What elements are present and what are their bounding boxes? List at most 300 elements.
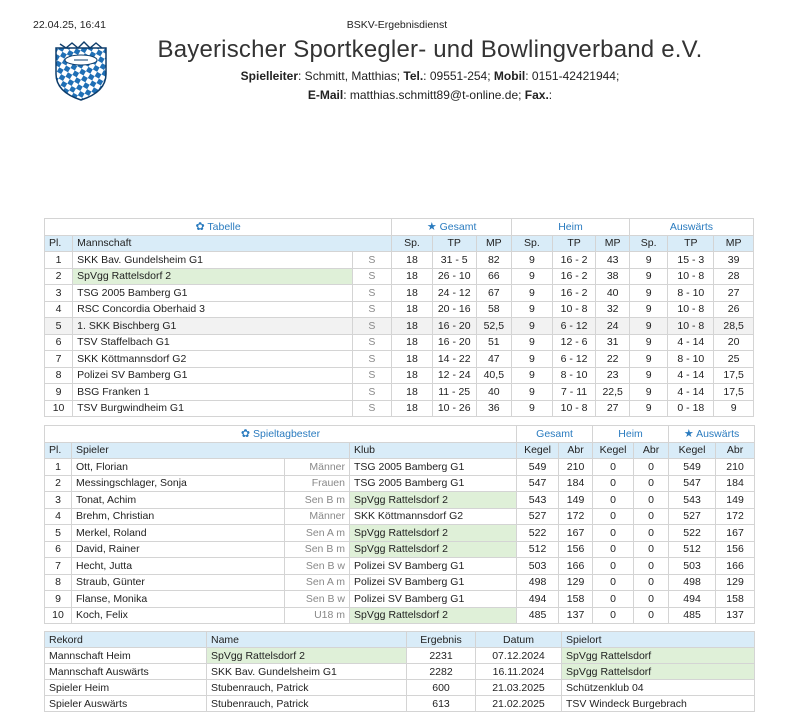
group-players-auswaerts[interactable] [669, 426, 755, 443]
player-away-kegel: 522 [669, 525, 716, 542]
record-type: Mannschaft Auswärts [45, 664, 207, 680]
standings-away-mp: 28 [714, 268, 754, 285]
col-heim-abr: Abr [634, 442, 669, 459]
standings-tp: 14 - 22 [432, 351, 476, 368]
fax-label: Fax. [524, 88, 549, 102]
standings-row [45, 384, 754, 401]
standings-home-mp: 23 [596, 367, 629, 384]
standings-row [45, 252, 754, 269]
player-home-kegel: 0 [593, 591, 634, 608]
standings-home-mp: 22,5 [596, 384, 629, 401]
player-row [45, 607, 755, 624]
standings-tp: 11 - 25 [432, 384, 476, 401]
tel-label: Tel. [403, 69, 424, 83]
player-name[interactable]: Ott, Florian [72, 459, 285, 476]
player-home-abr: 0 [634, 574, 669, 591]
player-away-abr: 210 [716, 459, 755, 476]
player-row [45, 459, 755, 476]
standings-sp: 18 [392, 252, 433, 269]
group-tabelle-label: Tabelle [207, 221, 241, 234]
player-kegel: 498 [517, 574, 559, 591]
col-spieler: Spieler [72, 442, 350, 459]
player-row [45, 508, 755, 525]
standings-row [45, 400, 754, 417]
standings-sp: 18 [392, 367, 433, 384]
standings-row [45, 268, 754, 285]
standings-place: 10 [45, 400, 73, 417]
player-club[interactable]: SKK Köttmannsdorf G2 [350, 508, 517, 525]
player-club[interactable]: Polizei SV Bamberg G1 [350, 591, 517, 608]
standings-status: S [352, 351, 392, 368]
record-row [45, 696, 755, 712]
col-pl: Pl. [45, 235, 73, 252]
standings-home-mp: 22 [596, 351, 629, 368]
record-date: 21.02.2025 [476, 696, 562, 712]
player-home-kegel: 0 [593, 525, 634, 542]
player-away-kegel: 549 [669, 459, 716, 476]
player-home-kegel: 0 [593, 607, 634, 624]
group-tabelle[interactable] [45, 219, 392, 236]
player-kegel: 543 [517, 492, 559, 509]
mobil-label: Mobil [493, 69, 526, 83]
player-name[interactable]: Merkel, Roland [72, 525, 285, 542]
col-abr: Abr [559, 442, 593, 459]
standings-team[interactable]: TSV Staffelbach G1 [73, 334, 352, 351]
player-abr: 167 [559, 525, 593, 542]
record-result: 2231 [407, 648, 476, 664]
player-row [45, 525, 755, 542]
standings-away-sp: 9 [629, 301, 668, 318]
standings-home-tp: 16 - 2 [552, 268, 596, 285]
player-away-abr: 137 [716, 607, 755, 624]
standings-home-tp: 7 - 11 [552, 384, 596, 401]
standings-away-tp: 15 - 3 [668, 252, 714, 269]
col-rekord: Rekord [45, 632, 207, 648]
record-date: 16.11.2024 [476, 664, 562, 680]
group-auswaerts-label: Auswärts [669, 220, 714, 233]
standings-away-sp: 9 [629, 400, 668, 417]
standings-away-sp: 9 [629, 252, 668, 269]
standings-home-tp: 16 - 2 [552, 285, 596, 302]
player-name[interactable]: Messingschlager, Sonja [72, 475, 285, 492]
player-class: Sen A m [285, 525, 350, 542]
standings-away-tp: 8 - 10 [668, 285, 714, 302]
group-heim[interactable] [512, 219, 630, 236]
standings-home-mp: 32 [596, 301, 629, 318]
standings-mp: 40,5 [476, 367, 511, 384]
player-class: Frauen [285, 475, 350, 492]
player-place: 3 [45, 492, 72, 509]
standings-sp: 18 [392, 301, 433, 318]
group-heim-label: Heim [558, 220, 583, 233]
standings-group-row [45, 219, 754, 236]
standings-away-tp: 0 - 18 [668, 400, 714, 417]
player-class: Sen B m [285, 492, 350, 509]
player-abr: 166 [559, 558, 593, 575]
record-row [45, 664, 755, 680]
leader-name: : Schmitt, Matthias; [298, 69, 404, 83]
standings-away-mp: 9 [714, 400, 754, 417]
standings-home-tp: 10 - 8 [552, 301, 596, 318]
player-home-abr: 0 [634, 492, 669, 509]
standings-home-sp: 9 [512, 252, 553, 269]
player-row [45, 558, 755, 575]
col-mannschaft: Mannschaft [73, 235, 392, 252]
standings-mp: 36 [476, 400, 511, 417]
player-class: Sen B w [285, 558, 350, 575]
standings-home-sp: 9 [512, 301, 553, 318]
record-type: Spieler Auswärts [45, 696, 207, 712]
star-icon: ★ [683, 428, 694, 441]
standings-team[interactable]: SKK Bav. Gundelsheim G1 [73, 252, 352, 269]
player-home-kegel: 0 [593, 459, 634, 476]
col-spielort: Spielort [562, 632, 755, 648]
player-home-abr: 0 [634, 558, 669, 575]
player-place: 6 [45, 541, 72, 558]
tel-value: : 09551-254; [423, 69, 494, 83]
col-heim-sp: Sp. [512, 235, 553, 252]
standings-away-mp: 20 [714, 334, 754, 351]
standings-away-sp: 9 [629, 318, 668, 335]
standings-away-mp: 25 [714, 351, 754, 368]
standings-away-mp: 28,5 [714, 318, 754, 335]
player-class: Sen B m [285, 541, 350, 558]
standings-mp: 51 [476, 334, 511, 351]
standings-mp: 66 [476, 268, 511, 285]
gear-icon: ✿ [195, 221, 205, 234]
standings-away-mp: 26 [714, 301, 754, 318]
standings-row [45, 285, 754, 302]
record-result: 2282 [407, 664, 476, 680]
best-players-table [44, 425, 755, 624]
player-class: Sen B w [285, 591, 350, 608]
standings-away-sp: 9 [629, 351, 668, 368]
standings-status: S [352, 367, 392, 384]
record-date: 21.03.2025 [476, 680, 562, 696]
group-auswaerts[interactable] [629, 219, 753, 236]
standings-home-sp: 9 [512, 318, 553, 335]
col-sp: Sp. [392, 235, 433, 252]
standings-home-sp: 9 [512, 351, 553, 368]
player-class: U18 m [285, 607, 350, 624]
standings-team[interactable]: 1. SKK Bischberg G1 [73, 318, 352, 335]
player-home-abr: 0 [634, 607, 669, 624]
col-ausw-tp: TP [668, 235, 714, 252]
records-header-row [45, 632, 755, 648]
player-class: Sen A m [285, 574, 350, 591]
player-name[interactable]: Brehm, Christian [72, 508, 285, 525]
player-away-abr: 184 [716, 475, 755, 492]
standings-tp: 31 - 5 [432, 252, 476, 269]
record-type: Spieler Heim [45, 680, 207, 696]
player-home-kegel: 0 [593, 558, 634, 575]
standings-place: 6 [45, 334, 73, 351]
group-spieltagbester[interactable] [45, 426, 517, 443]
player-away-kegel: 503 [669, 558, 716, 575]
player-kegel: 522 [517, 525, 559, 542]
col-heim-mp: MP [596, 235, 629, 252]
standings-away-mp: 27 [714, 285, 754, 302]
bskv-logo-icon [52, 40, 110, 102]
standings-sp: 18 [392, 268, 433, 285]
record-name[interactable]: Stubenrauch, Patrick [207, 680, 407, 696]
player-name[interactable]: Hecht, Jutta [72, 558, 285, 575]
email-value[interactable]: : matthias.schmitt89@t-online.de; [343, 88, 525, 102]
group-players-auswaerts-label: Auswärts [696, 428, 740, 441]
standings-home-tp: 10 - 8 [552, 400, 596, 417]
standings-sp: 18 [392, 351, 433, 368]
group-players-gesamt-label: Gesamt [536, 427, 573, 440]
player-home-abr: 0 [634, 591, 669, 608]
record-name[interactable]: SKK Bav. Gundelsheim G1 [207, 664, 407, 680]
standings-row [45, 334, 754, 351]
record-result: 600 [407, 680, 476, 696]
player-place: 9 [45, 591, 72, 608]
col-ergebnis: Ergebnis [407, 632, 476, 648]
player-place: 2 [45, 475, 72, 492]
col-tp: TP [432, 235, 476, 252]
player-row [45, 541, 755, 558]
col-datum: Datum [476, 632, 562, 648]
standings-away-sp: 9 [629, 367, 668, 384]
player-away-kegel: 543 [669, 492, 716, 509]
standings-away-tp: 10 - 8 [668, 268, 714, 285]
group-spieltag-label: Spieltagbester [253, 428, 321, 441]
standings-sp: 18 [392, 318, 433, 335]
standings-place: 7 [45, 351, 73, 368]
player-abr: 172 [559, 508, 593, 525]
standings-away-sp: 9 [629, 285, 668, 302]
player-row [45, 492, 755, 509]
contact-line-1 [150, 69, 710, 83]
standings-team[interactable]: Polizei SV Bamberg G1 [73, 367, 352, 384]
standings-status: S [352, 384, 392, 401]
standings-place: 4 [45, 301, 73, 318]
player-kegel: 547 [517, 475, 559, 492]
group-gesamt[interactable] [392, 219, 512, 236]
standings-away-tp: 10 - 8 [668, 318, 714, 335]
player-kegel: 549 [517, 459, 559, 476]
standings-tp: 24 - 12 [432, 285, 476, 302]
col-ausw-sp: Sp. [629, 235, 668, 252]
standings-row [45, 301, 754, 318]
player-home-abr: 0 [634, 475, 669, 492]
standings-mp: 47 [476, 351, 511, 368]
player-club[interactable]: SpVgg Rattelsdorf 2 [350, 525, 517, 542]
col-heim-tp: TP [552, 235, 596, 252]
player-abr: 156 [559, 541, 593, 558]
player-away-abr: 172 [716, 508, 755, 525]
mobil-value: : 0151-42421944; [525, 69, 620, 83]
player-name[interactable]: Tonat, Achim [72, 492, 285, 509]
standings-sp: 18 [392, 400, 433, 417]
standings-team[interactable]: BSG Franken 1 [73, 384, 352, 401]
player-kegel: 503 [517, 558, 559, 575]
record-date: 07.12.2024 [476, 648, 562, 664]
player-club[interactable]: SpVgg Rattelsdorf 2 [350, 541, 517, 558]
standings-mp: 40 [476, 384, 511, 401]
standings-header-row [45, 235, 754, 252]
record-venue[interactable]: SpVgg Rattelsdorf [562, 664, 755, 680]
group-players-gesamt[interactable] [517, 426, 593, 443]
player-club[interactable]: SpVgg Rattelsdorf 2 [350, 607, 517, 624]
contact-line-2 [150, 88, 710, 102]
standings-tp: 20 - 16 [432, 301, 476, 318]
player-club[interactable]: TSG 2005 Bamberg G1 [350, 459, 517, 476]
col-ausw-mp: MP [714, 235, 754, 252]
standings-sp: 18 [392, 384, 433, 401]
player-away-abr: 158 [716, 591, 755, 608]
player-club[interactable]: Polizei SV Bamberg G1 [350, 558, 517, 575]
player-place: 10 [45, 607, 72, 624]
player-away-abr: 166 [716, 558, 755, 575]
player-away-kegel: 498 [669, 574, 716, 591]
player-place: 4 [45, 508, 72, 525]
standings-away-tp: 4 - 14 [668, 367, 714, 384]
standings-status: S [352, 268, 392, 285]
standings-away-tp: 10 - 8 [668, 301, 714, 318]
standings-home-sp: 9 [512, 268, 553, 285]
player-abr: 158 [559, 591, 593, 608]
standings-home-tp: 6 - 12 [552, 318, 596, 335]
record-name[interactable]: Stubenrauch, Patrick [207, 696, 407, 712]
player-away-abr: 156 [716, 541, 755, 558]
player-away-kegel: 494 [669, 591, 716, 608]
standings-home-mp: 24 [596, 318, 629, 335]
col-kegel: Kegel [517, 442, 559, 459]
standings-mp: 52,5 [476, 318, 511, 335]
standings-sp: 18 [392, 334, 433, 351]
player-abr: 129 [559, 574, 593, 591]
standings-home-mp: 40 [596, 285, 629, 302]
record-row [45, 648, 755, 664]
star-icon: ★ [426, 221, 437, 234]
standings-row [45, 351, 754, 368]
standings-team[interactable]: RSC Concordia Oberhaid 3 [73, 301, 352, 318]
standings-status: S [352, 301, 392, 318]
standings-away-tp: 4 - 14 [668, 334, 714, 351]
player-club[interactable]: Polizei SV Bamberg G1 [350, 574, 517, 591]
record-type: Mannschaft Heim [45, 648, 207, 664]
player-name[interactable]: Koch, Felix [72, 607, 285, 624]
standings-place: 5 [45, 318, 73, 335]
player-away-abr: 129 [716, 574, 755, 591]
player-row [45, 574, 755, 591]
player-kegel: 527 [517, 508, 559, 525]
standings-status: S [352, 285, 392, 302]
player-club[interactable]: TSG 2005 Bamberg G1 [350, 475, 517, 492]
player-club[interactable]: SpVgg Rattelsdorf 2 [350, 492, 517, 509]
standings-table [44, 218, 754, 417]
standings-home-sp: 9 [512, 384, 553, 401]
player-home-kegel: 0 [593, 508, 634, 525]
player-name[interactable]: Flanse, Monika [72, 591, 285, 608]
player-row [45, 591, 755, 608]
print-datetime: 22.04.25, 16:41 [33, 19, 106, 31]
group-players-heim[interactable] [593, 426, 669, 443]
standings-away-tp: 8 - 10 [668, 351, 714, 368]
leader-label: Spielleiter [240, 69, 299, 83]
standings-home-sp: 9 [512, 367, 553, 384]
standings-away-mp: 39 [714, 252, 754, 269]
player-name[interactable]: David, Rainer [72, 541, 285, 558]
page-title: Bayerischer Sportkegler- und Bowlingverband e.V. [157, 36, 703, 63]
player-kegel: 485 [517, 607, 559, 624]
standings-tp: 16 - 20 [432, 334, 476, 351]
standings-team[interactable]: SpVgg Rattelsdorf 2 [73, 268, 352, 285]
gear-icon: ✿ [240, 428, 251, 441]
player-place: 1 [45, 459, 72, 476]
col-mp: MP [476, 235, 511, 252]
standings-away-sp: 9 [629, 268, 668, 285]
standings-home-mp: 31 [596, 334, 629, 351]
standings-place: 9 [45, 384, 73, 401]
standings-team[interactable]: TSG 2005 Bamberg G1 [73, 285, 352, 302]
standings-home-sp: 9 [512, 400, 553, 417]
standings-away-sp: 9 [629, 334, 668, 351]
record-result: 613 [407, 696, 476, 712]
player-home-kegel: 0 [593, 492, 634, 509]
standings-mp: 82 [476, 252, 511, 269]
service-name: BSKV-Ergebnisdienst [346, 19, 448, 31]
standings-place: 2 [45, 268, 73, 285]
standings-tp: 12 - 24 [432, 367, 476, 384]
player-kegel: 512 [517, 541, 559, 558]
player-away-abr: 149 [716, 492, 755, 509]
player-abr: 137 [559, 607, 593, 624]
standings-team[interactable]: TSV Burgwindheim G1 [73, 400, 352, 417]
col-ausw-abr: Abr [716, 442, 755, 459]
player-row [45, 475, 755, 492]
standings-away-mp: 17,5 [714, 367, 754, 384]
player-kegel: 494 [517, 591, 559, 608]
players-header-row [45, 442, 755, 459]
record-name[interactable]: SpVgg Rattelsdorf 2 [207, 648, 407, 664]
player-away-kegel: 512 [669, 541, 716, 558]
col-ausw-kegel: Kegel [669, 442, 716, 459]
player-home-abr: 0 [634, 459, 669, 476]
standings-team[interactable]: SKK Köttmannsdorf G2 [73, 351, 352, 368]
standings-place: 8 [45, 367, 73, 384]
record-row [45, 680, 755, 696]
player-away-abr: 167 [716, 525, 755, 542]
player-away-kegel: 527 [669, 508, 716, 525]
standings-row [45, 318, 754, 335]
standings-home-tp: 12 - 6 [552, 334, 596, 351]
standings-mp: 58 [476, 301, 511, 318]
player-name[interactable]: Straub, Günter [72, 574, 285, 591]
player-abr: 210 [559, 459, 593, 476]
standings-tp: 16 - 20 [432, 318, 476, 335]
col-name: Name [207, 632, 407, 648]
player-abr: 184 [559, 475, 593, 492]
standings-away-tp: 4 - 14 [668, 384, 714, 401]
col-pl: Pl. [45, 442, 72, 459]
player-home-kegel: 0 [593, 475, 634, 492]
player-home-kegel: 0 [593, 541, 634, 558]
record-venue[interactable]: SpVgg Rattelsdorf [562, 648, 755, 664]
standings-place: 3 [45, 285, 73, 302]
record-venue[interactable]: Schützenklub 04 [562, 680, 755, 696]
player-home-abr: 0 [634, 508, 669, 525]
record-venue[interactable]: TSV Windeck Burgebrach [562, 696, 755, 712]
player-home-abr: 0 [634, 541, 669, 558]
standings-status: S [352, 318, 392, 335]
col-heim-kegel: Kegel [593, 442, 634, 459]
standings-row [45, 367, 754, 384]
players-group-row [45, 426, 755, 443]
standings-status: S [352, 334, 392, 351]
